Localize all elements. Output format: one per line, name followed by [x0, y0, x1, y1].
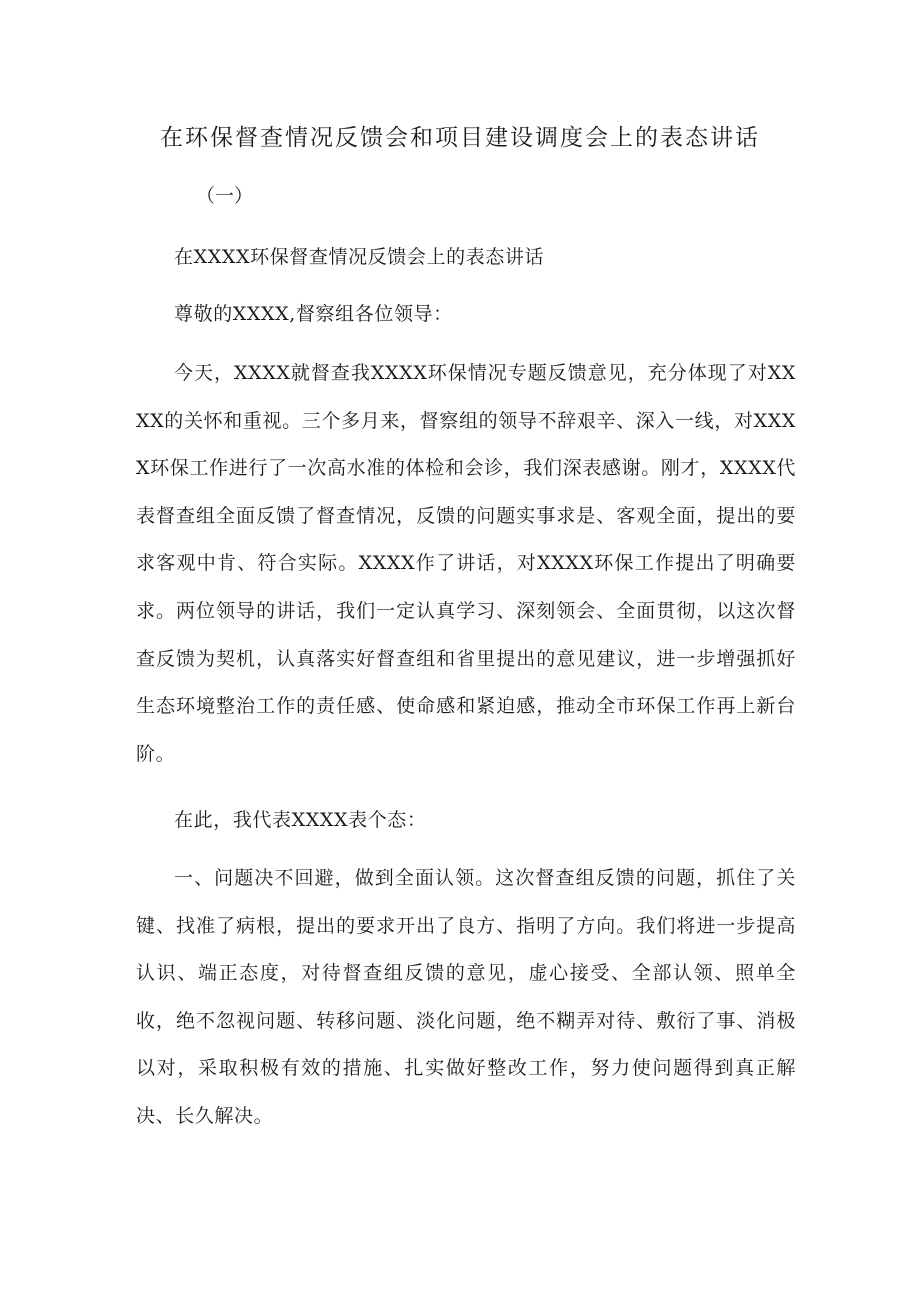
salutation: 尊敬的XXXX,督察组各位领导： [174, 303, 453, 325]
paragraph-point-1: 一、问题决不回避，做到全面认领。这次督查组反馈的问题，抓住了关键、找准了病根，提出的要求开出了良方、指明了方向。我们将进一步提高认识、端正态度，对待督查组反馈的意见，虚心接受、全部认领、照单全收，绝不忽视问题、转移问题、淡化问题，绝不糊弄对待、敷衍了事、消极以对，采取积极有效的措施、扎实做好整改工作，努力使问题得到真正解决、长久解决。 [136, 867, 796, 1127]
speech-subtitle: 在XXXX环保督查情况反馈会上的表态讲话 [174, 246, 545, 268]
paragraph-intro: 今天，XXXX就督查我XXXX环保情况专题反馈意见，充分体现了对XXXX的关怀和重视。三个多月来，督察组的领导不辞艰辛、深入一线，对XXXX环保工作进行了一次高水准的体检和会诊，我们深表感谢。刚才，XXXX代表督查组全面反馈了督查情况，反馈的问题实事求是、客观全面，提出的要求客观中肯、符合实际。XXXX作了讲话，对XXXX环保工作提出了明确要求。两位领导的讲话，我们一定认真学习、深刻领会、全面贯彻，以这次督查反馈为契机，认真落实好督查组和省里提出的意见建议，进一步增强抓好生态环境整治工作的责任感、使命感和紧迫感，推动全市环保工作再上新台阶。 [136, 362, 796, 765]
section-number: （一） [196, 185, 254, 207]
document-title: 在环保督查情况反馈会和项目建设调度会上的表态讲话 [160, 125, 760, 151]
paragraph-pledge: 在此，我代表XXXX表个态： [174, 809, 427, 831]
